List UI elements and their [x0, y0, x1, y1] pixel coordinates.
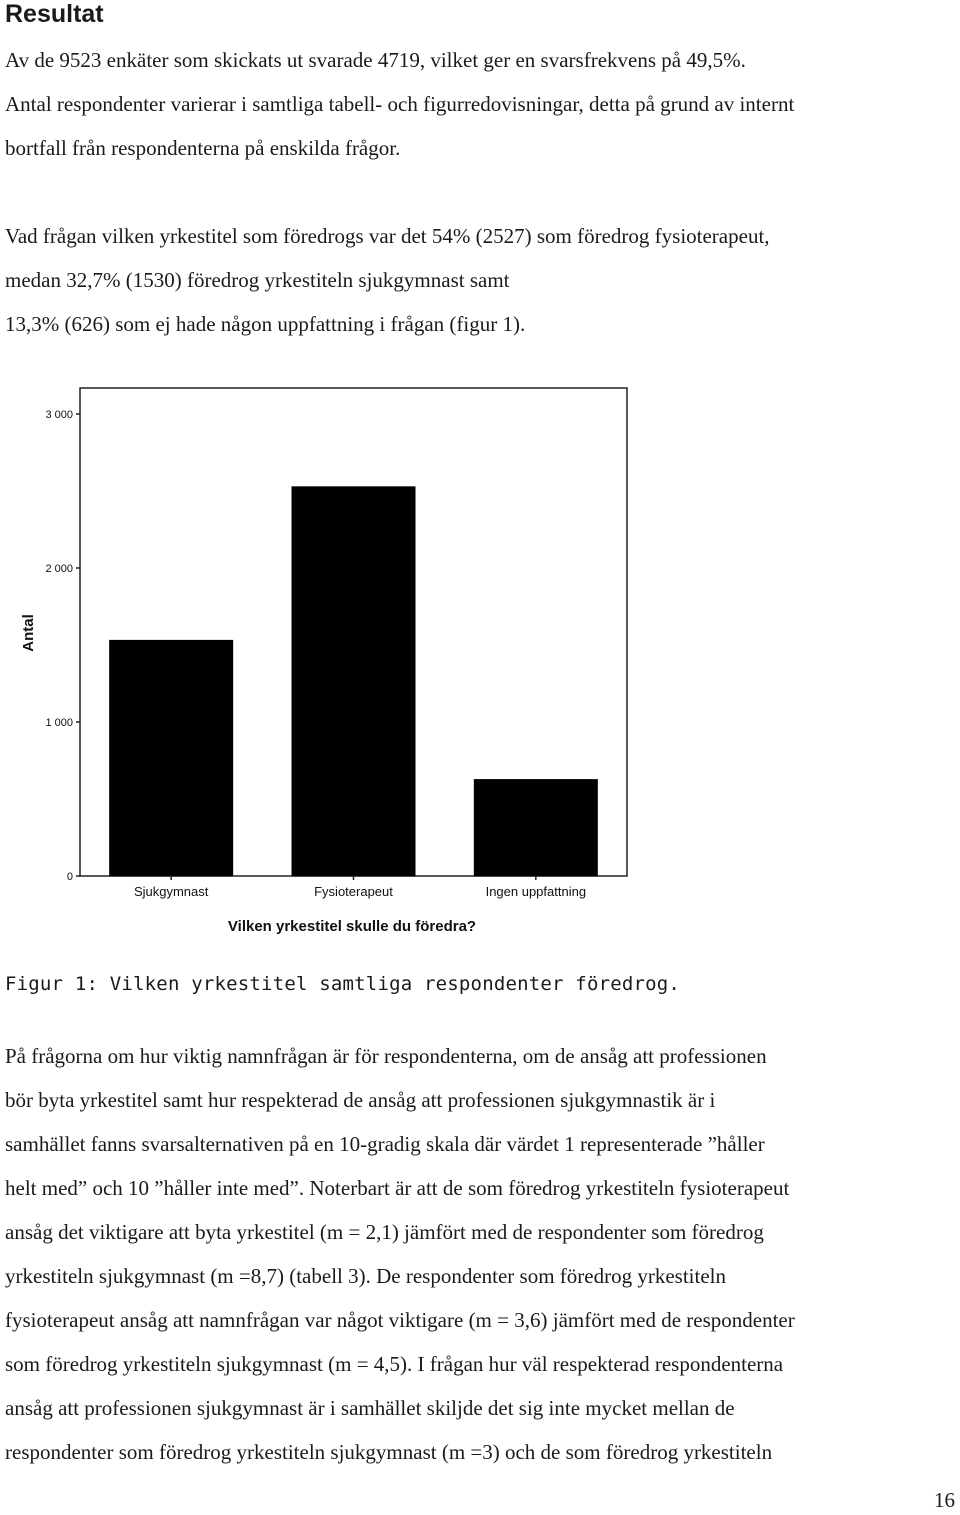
text-line: 13,3% (626) som ej hade någon uppfattning i frågan (figur 1).: [5, 312, 526, 336]
paragraph-response-rate: [5, 38, 957, 170]
paragraph-importance: [5, 1034, 957, 1474]
x-tick-label: Ingen uppfattning: [485, 884, 587, 899]
text-line: Antal respondenter varierar i samtliga tabell- och figurredovisningar, detta på grund av internt: [5, 92, 795, 116]
text-line: samhället fanns svarsalternativen på en 10-gradig skala där värdet 1 representerade ”håller: [5, 1132, 765, 1156]
text-line: Av de 9523 enkäter som skickats ut svarade 4719, vilket ger en svarsfrekvens på 49,5%.: [5, 48, 746, 72]
text-line: fysioterapeut ansåg att namnfrågan var något viktigare (m = 3,6) jämfört med de respondenter: [5, 1308, 795, 1332]
x-tick-label: Fysioterapeut: [314, 884, 393, 899]
page-number: 16: [934, 1488, 955, 1512]
text-line: bör byta yrkestitel samt hur respekterad de ansåg att professionen sjukgymnastik är i: [5, 1088, 716, 1112]
y-axis-label: Antal: [20, 614, 37, 652]
text-line: ansåg att professionen sjukgymnast är i samhället skiljde det sig inte mycket mellan de: [5, 1396, 735, 1420]
y-tick-label: 3 000: [45, 409, 73, 421]
y-tick-label: 0: [66, 871, 73, 883]
bar-chart: [0, 380, 660, 940]
text-line: Vad frågan vilken yrkestitel som föredrogs var det 54% (2527) som föredrog fysioterapeut,: [5, 224, 770, 248]
text-line: ansåg det viktigare att byta yrkestitel (m = 2,1) jämfört med de respondenter som föredrog: [5, 1220, 764, 1244]
text-line: respondenter som föredrog yrkestiteln sjukgymnast (m =3) och de som föredrog yrkestiteln: [5, 1440, 773, 1464]
bar-ingen-uppfattning: [474, 780, 597, 876]
section-heading: Resultat: [5, 0, 104, 28]
bar-fysioterapeut: [292, 487, 415, 876]
text-line: medan 32,7% (1530) föredrog yrkestiteln sjukgymnast samt: [5, 268, 510, 292]
text-line: som föredrog yrkestiteln sjukgymnast (m = 4,5). I frågan hur väl respekterad respondenterna: [5, 1352, 784, 1376]
bar-sjukgymnast: [110, 640, 233, 876]
text-line: helt med” och 10 ”håller inte med”. Noterbart är att de som föredrog yrkestiteln fysioterapeut: [5, 1176, 790, 1200]
x-tick-label: Sjukgymnast: [133, 884, 209, 899]
text-line: bortfall från respondenterna på enskilda frågor.: [5, 136, 401, 160]
x-axis-label: Vilken yrkestitel skulle du föredra?: [227, 918, 477, 935]
figure-caption: Figur 1: Vilken yrkestitel samtliga respondenter föredrog.: [5, 973, 681, 995]
text-line: yrkestiteln sjukgymnast (m =8,7) (tabell 3). De respondenter som föredrog yrkestiteln: [5, 1264, 727, 1288]
paragraph-title-preference: [5, 214, 957, 346]
text-line: På frågorna om hur viktig namnfrågan är för respondenterna, om de ansåg att professionen: [5, 1044, 767, 1068]
y-tick-label: 1 000: [45, 717, 73, 729]
y-tick-label: 2 000: [45, 563, 73, 575]
